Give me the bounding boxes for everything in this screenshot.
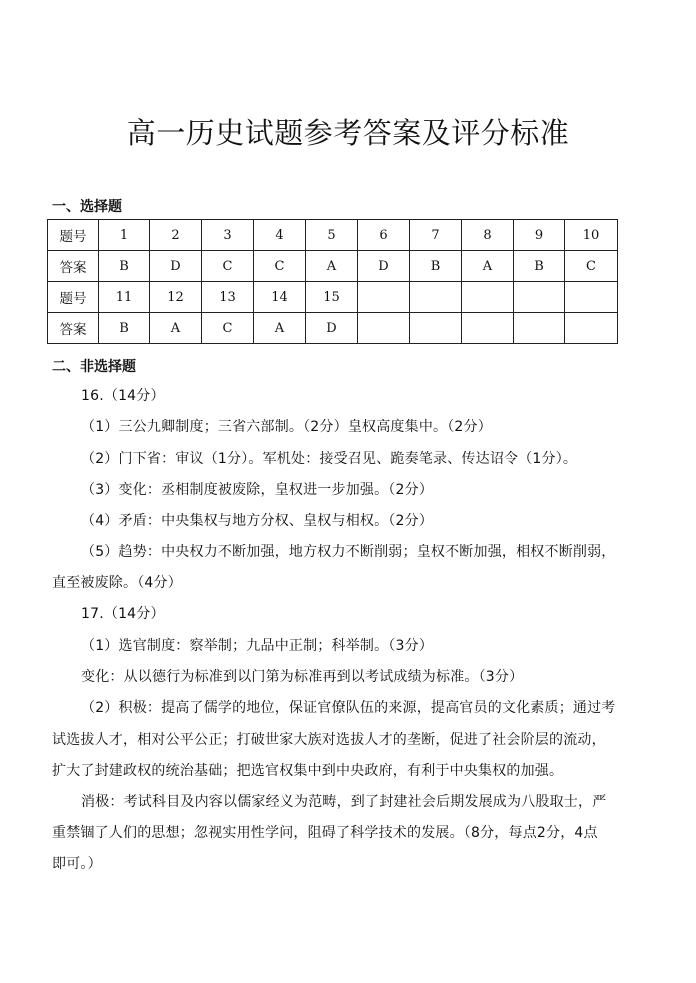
q16-answer-4: （4）矛盾：中央集权与地方分权、皇权与相权。（2分） (81, 513, 434, 529)
q16-answer-2: （2）门下省：审议（1分）。军机处：接受召见、跪奏笔录、传达诏令（1分）。 (81, 451, 578, 467)
q17-negative-cont-2: 即可。） (52, 856, 102, 872)
table-row-label: 答案 (48, 313, 99, 344)
table-cell: A (462, 251, 514, 282)
table-cell: C (202, 313, 254, 344)
table-cell: 4 (254, 220, 306, 251)
table-row-label: 答案 (48, 251, 99, 282)
table-cell (410, 313, 462, 344)
table-cell: 3 (202, 220, 254, 251)
q17-negative-cont-1: 重禁锢了人们的思想；忽视实用性学问，阻碍了科学技术的发展。（8分，每点2分，4点 (52, 825, 598, 841)
table-cell: B (99, 251, 150, 282)
table-cell: D (306, 313, 358, 344)
table-cell: 7 (410, 220, 462, 251)
table-row-label: 题号 (48, 220, 99, 251)
table-cell (358, 313, 410, 344)
table-cell (462, 313, 514, 344)
table-cell: D (150, 251, 202, 282)
table-cell: 11 (99, 282, 150, 313)
table-cell: 15 (306, 282, 358, 313)
table-row-label: 题号 (48, 282, 99, 313)
table-cell: 10 (565, 220, 618, 251)
table-cell (358, 282, 410, 313)
table-cell: 6 (358, 220, 410, 251)
q16-answer-1: （1）三公九卿制度；三省六部制。（2分）皇权高度集中。（2分） (81, 419, 492, 435)
table-cell: 13 (202, 282, 254, 313)
answer-table (47, 219, 618, 344)
table-cell (514, 313, 565, 344)
q16-answer-3: （3）变化：丞相制度被废除，皇权进一步加强。（2分） (81, 482, 434, 498)
section-heading-multiple-choice: 一、选择题 (52, 199, 122, 215)
question-17-heading: 17.（14分） (81, 606, 165, 622)
table-cell (565, 282, 618, 313)
table-cell: 12 (150, 282, 202, 313)
table-cell: A (150, 313, 202, 344)
q16-answer-5: （5）趋势：中央权力不断加强，地方权力不断削弱；皇权不断加强，相权不断削弱， (81, 544, 616, 560)
question-16-heading: 16.（14分） (81, 388, 165, 404)
table-cell: A (254, 313, 306, 344)
table-cell: 2 (150, 220, 202, 251)
table-row (48, 220, 618, 251)
table-cell: 9 (514, 220, 565, 251)
table-row (48, 282, 618, 313)
table-cell (410, 282, 462, 313)
table-cell: A (306, 251, 358, 282)
q17-answer-2: （2）积极：提高了儒学的地位，保证官僚队伍的来源，提高官员的文化素质；通过考 (81, 700, 616, 716)
q17-answer-1-change: 变化：从以德行为标准到以门第为标准再到以考试成绩为标准。（3分） (81, 669, 524, 685)
table-cell: C (202, 251, 254, 282)
page-title: 高一历史试题参考答案及评分标准 (126, 116, 570, 150)
q17-answer-2-cont-1: 试选拔人才，相对公平公正；打破世家大族对选拔人才的垄断，促进了社会阶层的流动， (52, 732, 606, 748)
table-cell (462, 282, 514, 313)
section-heading-non-choice: 二、非选择题 (52, 359, 136, 375)
table-cell: 14 (254, 282, 306, 313)
table-cell: B (514, 251, 565, 282)
table-row (48, 313, 618, 344)
table-cell: B (410, 251, 462, 282)
table-cell: C (565, 251, 618, 282)
table-cell: B (99, 313, 150, 344)
table-cell: C (254, 251, 306, 282)
q17-answer-1: （1）选官制度：察举制；九品中正制；科举制。（3分） (81, 638, 434, 654)
q17-negative: 消极：考试科目及内容以儒家经义为范畴，到了封建社会后期发展成为八股取士，严 (81, 794, 607, 810)
q16-answer-5-cont: 直至被废除。（4分） (52, 575, 182, 591)
table-cell: 1 (99, 220, 150, 251)
table-cell: 8 (462, 220, 514, 251)
table-cell: 5 (306, 220, 358, 251)
table-row (48, 251, 618, 282)
table-cell: D (358, 251, 410, 282)
q17-answer-2-cont-2: 扩大了封建政权的统治基础；把选官权集中到中央政府，有利于中央集权的加强。 (52, 763, 564, 779)
table-cell (514, 282, 565, 313)
table-cell (565, 313, 618, 344)
